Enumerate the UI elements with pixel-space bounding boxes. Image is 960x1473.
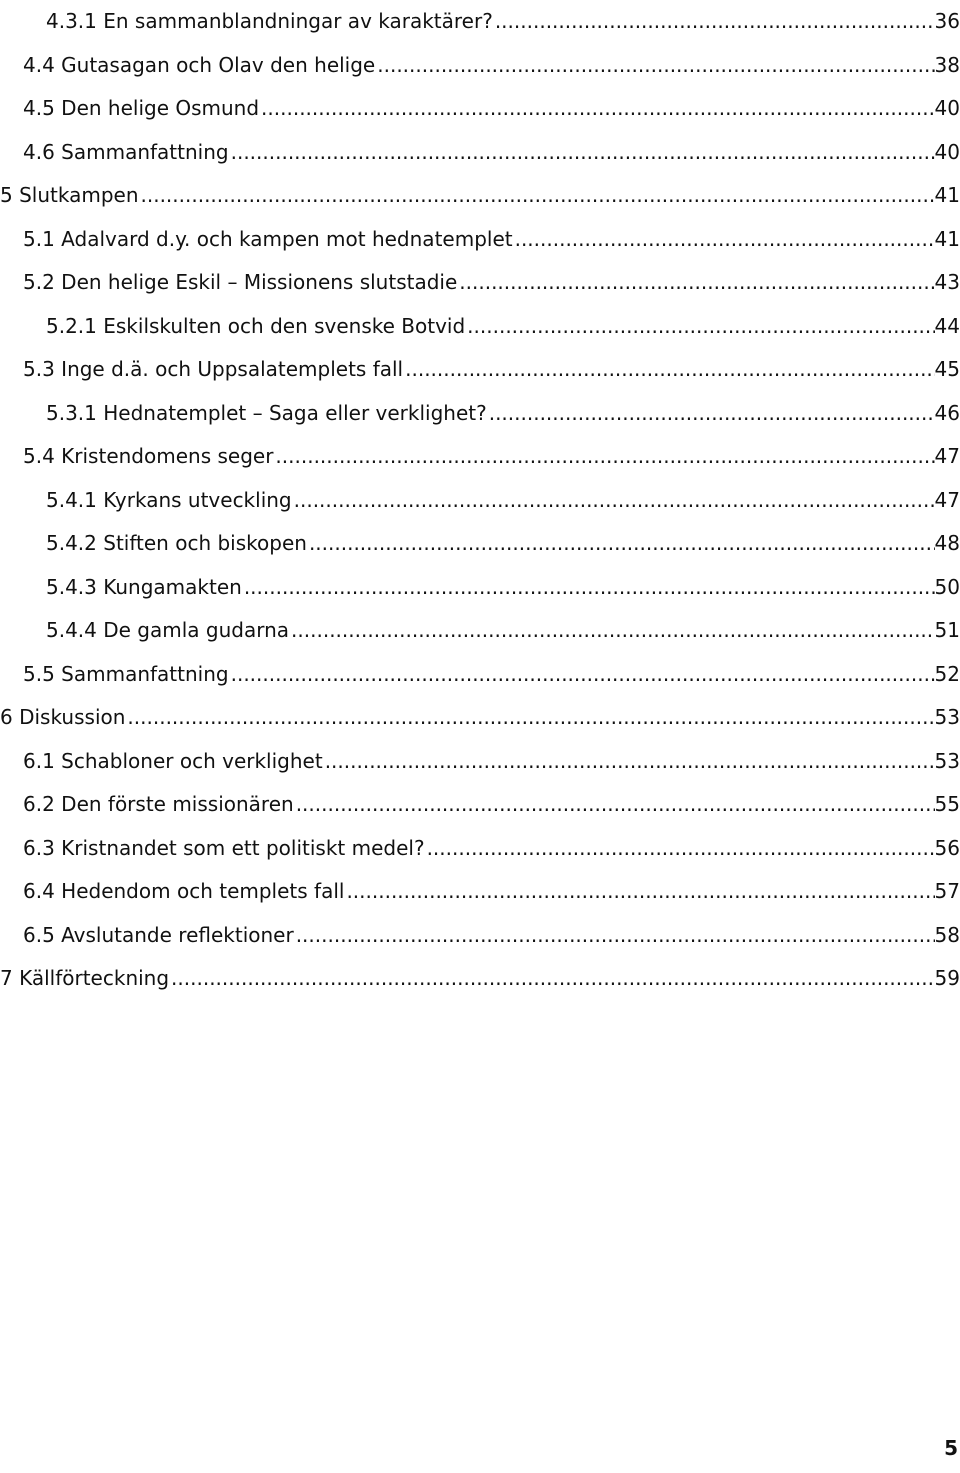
toc-entry-page: 58 (934, 923, 960, 947)
toc-entry-page: 55 (934, 792, 960, 816)
toc-entry-title: 4.3.1 En sammanblandningar av karaktärer? (46, 9, 493, 33)
toc-entry[interactable] (23, 746, 960, 776)
toc-entry-title: 5.2.1 Eskilskulten och den svenske Botvid (46, 314, 466, 338)
toc-entry[interactable] (46, 615, 960, 645)
toc-entry-page: 45 (934, 357, 960, 381)
toc-dot-leader (403, 354, 934, 384)
toc-dot-leader (344, 876, 934, 906)
toc-dot-leader (125, 702, 934, 732)
toc-entry[interactable] (23, 93, 960, 123)
toc-dot-leader (375, 50, 934, 80)
toc-dot-leader (493, 6, 935, 36)
toc-entry[interactable] (0, 963, 960, 993)
toc-entry-page: 53 (934, 749, 960, 773)
toc-entry[interactable] (23, 876, 960, 906)
toc-entry-page: 53 (934, 705, 960, 729)
toc-dot-leader (229, 137, 935, 167)
toc-entry[interactable] (23, 224, 960, 254)
toc-entry[interactable] (23, 833, 960, 863)
toc-entry[interactable] (0, 180, 960, 210)
toc-entry-title: 6.2 Den förste missionären (23, 792, 294, 816)
toc-entry-page: 44 (934, 314, 960, 338)
toc-entry[interactable] (23, 267, 960, 297)
toc-entry-page: 38 (934, 53, 960, 77)
toc-dot-leader (425, 833, 935, 863)
toc-entry-title: 5.4.3 Kungamakten (46, 575, 242, 599)
toc-entry[interactable] (23, 659, 960, 689)
toc-entry[interactable] (23, 920, 960, 950)
toc-entry[interactable] (23, 789, 960, 819)
toc-entry[interactable] (0, 702, 960, 732)
toc-entry[interactable] (46, 572, 960, 602)
toc-entry[interactable] (23, 441, 960, 471)
toc-dot-leader (294, 920, 935, 950)
toc-entry-page: 43 (934, 270, 960, 294)
toc-entry-title: 4.5 Den helige Osmund (23, 96, 260, 120)
toc-entry-title: 5.5 Sammanfattning (23, 662, 229, 686)
toc-entry-page: 59 (934, 966, 960, 990)
toc-entry[interactable] (46, 398, 960, 428)
toc-dot-leader (169, 963, 935, 993)
toc-entry-title: 6.1 Schabloner och verklighet (23, 749, 323, 773)
toc-dot-leader (242, 572, 935, 602)
toc-entry[interactable] (46, 6, 960, 36)
toc-dot-leader (139, 180, 935, 210)
toc-entry[interactable] (23, 137, 960, 167)
toc-entry-page: 52 (934, 662, 960, 686)
toc-entry-title: 4.6 Sammanfattning (23, 140, 229, 164)
toc-entry-title: 5.4 Kristendomens seger (23, 444, 274, 468)
toc-dot-leader (292, 485, 935, 515)
toc-entry-page: 46 (934, 401, 960, 425)
toc-dot-leader (289, 615, 935, 645)
toc-entry-page: 41 (934, 227, 960, 251)
toc-entry-title: 5.1 Adalvard d.y. och kampen mot hednatemplet (23, 227, 513, 251)
toc-dot-leader (307, 528, 935, 558)
toc-entry-title: 7 Källförteckning (0, 966, 170, 990)
toc-entry-page: 41 (934, 183, 960, 207)
toc-entry-page: 36 (934, 9, 960, 33)
toc-entry-page: 47 (934, 488, 960, 512)
page-number: 5 (944, 1436, 958, 1460)
toc-entry-title: 6.4 Hedendom och templets fall (23, 879, 345, 903)
toc-entry-title: 5.3 Inge d.ä. och Uppsalatemplets fall (23, 357, 404, 381)
toc-dot-leader (487, 398, 935, 428)
toc-dot-leader (273, 441, 934, 471)
toc-entry-page: 47 (934, 444, 960, 468)
toc-entry-title: 6.5 Avslutande reflektioner (23, 923, 294, 947)
toc-entry-title: 5 Slutkampen (0, 183, 139, 207)
toc-dot-leader (259, 93, 935, 123)
toc-entry-title: 4.4 Gutasagan och Olav den helige (23, 53, 376, 77)
toc-entry-title: 6.3 Kristnandet som ett politiskt medel? (23, 836, 425, 860)
toc-entry-page: 48 (934, 531, 960, 555)
toc-entry[interactable] (46, 485, 960, 515)
toc-entry-page: 56 (934, 836, 960, 860)
toc-entry-page: 40 (934, 140, 960, 164)
toc-entry[interactable] (23, 50, 960, 80)
toc-entry-title: 5.3.1 Hednatemplet – Saga eller verklighet? (46, 401, 487, 425)
toc-entry[interactable] (46, 311, 960, 341)
toc-entry-page: 50 (934, 575, 960, 599)
toc-dot-leader (229, 659, 935, 689)
toc-entry-page: 40 (934, 96, 960, 120)
toc-dot-leader (465, 311, 934, 341)
toc-entry-title: 5.4.2 Stiften och biskopen (46, 531, 307, 555)
toc-dot-leader (457, 267, 934, 297)
toc-entry-title: 5.4.4 De gamla gudarna (46, 618, 290, 642)
toc-entry-title: 5.2 Den helige Eskil – Missionens slutstadie (23, 270, 458, 294)
toc-entry-title: 5.4.1 Kyrkans utveckling (46, 488, 292, 512)
toc-dot-leader (513, 224, 935, 254)
toc-dot-leader (294, 789, 935, 819)
toc-entry-title: 6 Diskussion (0, 705, 126, 729)
toc-entry[interactable] (23, 354, 960, 384)
toc-dot-leader (323, 746, 935, 776)
toc-entry-page: 57 (934, 879, 960, 903)
toc-entry[interactable] (46, 528, 960, 558)
toc-entry-page: 51 (934, 618, 960, 642)
